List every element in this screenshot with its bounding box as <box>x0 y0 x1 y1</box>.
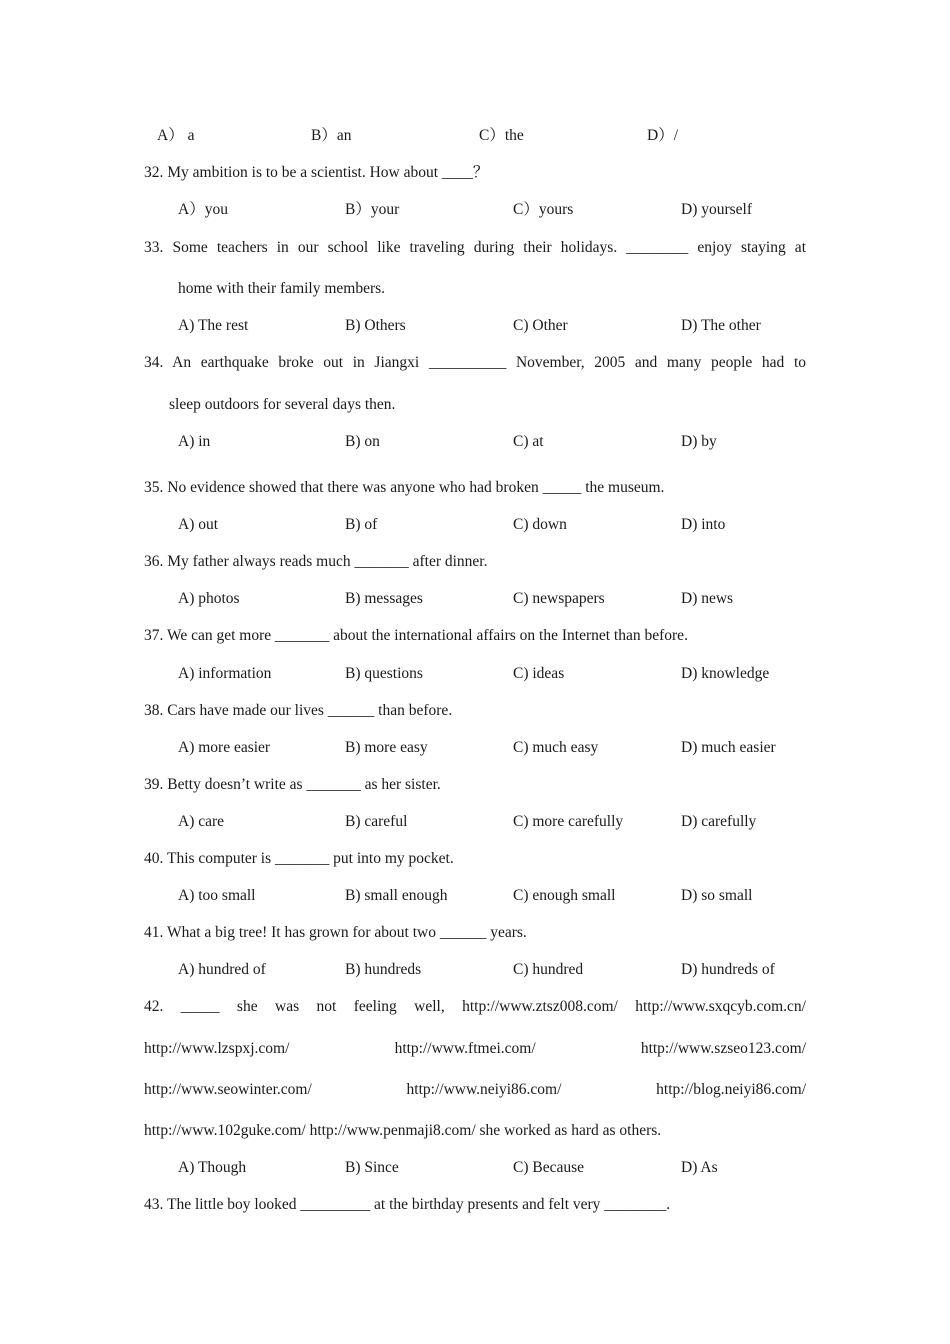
option-b: B) messages <box>345 590 423 607</box>
question-37-text: 37. We can get more _______ about the international affairs on the Internet than before. <box>144 627 688 644</box>
option-a: A) care <box>178 813 225 830</box>
question-42-text: 42. _____ she was not feeling well, http://www.ztsz008.com/ http://www.sxqcyb.com.cn/ <box>144 998 806 1015</box>
option-c: C）yours <box>513 201 574 218</box>
question-43-text: 43. The little boy looked _________ at the birthday presents and felt very ________. <box>144 1196 671 1213</box>
option-b: B) small enough <box>345 887 448 904</box>
option-c: C) much easy <box>513 739 599 756</box>
option-d: D) knowledge <box>681 665 770 682</box>
question-41-text: 41. What a big tree! It has grown for about two ______ years. <box>144 924 527 941</box>
question-34-text-cont: sleep outdoors for several days then. <box>169 396 396 413</box>
question-38-text: 38. Cars have made our lives ______ than before. <box>144 702 453 719</box>
question-36-options <box>0 588 950 610</box>
option-b: B) questions <box>345 665 423 682</box>
question-37-options <box>0 663 950 685</box>
option-c: C) enough small <box>513 887 616 904</box>
question-40-text: 40. This computer is _______ put into my pocket. <box>144 850 454 867</box>
option-b: B) Since <box>345 1159 399 1176</box>
option-d: D) by <box>681 433 717 450</box>
option-a: A) too small <box>178 887 256 904</box>
option-b: B) hundreds <box>345 961 422 978</box>
option-a: A) more easier <box>178 739 271 756</box>
question-33-options <box>0 315 950 337</box>
option-d: D) hundreds of <box>681 961 775 978</box>
question-42-text-cont-1: http://www.lzspxj.com/ http://www.ftmei.com/ http://www.szseo123.com/ <box>144 1040 806 1057</box>
question-33-text-cont: home with their family members. <box>178 280 386 297</box>
option-a: A) Though <box>178 1159 247 1176</box>
question-42-text-cont-2: http://www.seowinter.com/ http://www.neiyi86.com/ http://blog.neiyi86.com/ <box>144 1081 806 1098</box>
option-d: D）/ <box>647 127 679 144</box>
option-a: A) hundred of <box>178 961 266 978</box>
option-d: D) into <box>681 516 726 533</box>
question-32-text: 32. My ambition is to be a scientist. How about ____？ <box>144 164 489 181</box>
option-d: D) yourself <box>681 201 753 218</box>
question-35-options <box>0 514 950 536</box>
option-a: A) out <box>178 516 219 533</box>
question-32-options <box>0 199 950 221</box>
question-39-options <box>0 811 950 833</box>
option-c: C) newspapers <box>513 590 605 607</box>
option-b: B）your <box>345 201 400 218</box>
option-b: B) more easy <box>345 739 428 756</box>
option-c: C) down <box>513 516 567 533</box>
option-d: D) news <box>681 590 734 607</box>
question-35-text: 35. No evidence showed that there was anyone who had broken _____ the museum. <box>144 479 665 496</box>
option-b: B) of <box>345 516 378 533</box>
option-d: D) As <box>681 1159 718 1176</box>
question-36-text: 36. My father always reads much _______ after dinner. <box>144 553 488 570</box>
question-34-options <box>0 431 950 453</box>
question-38-options <box>0 737 950 759</box>
question-40-options <box>0 885 950 907</box>
option-c: C) more carefully <box>513 813 624 830</box>
option-c: C) Because <box>513 1159 585 1176</box>
option-d: D) so small <box>681 887 753 904</box>
option-b: B）an <box>311 127 352 144</box>
option-a: A）you <box>178 201 228 218</box>
question-31-options <box>0 125 950 147</box>
option-a: A） a <box>157 127 195 144</box>
option-b: B) careful <box>345 813 408 830</box>
question-42-options <box>0 1157 950 1179</box>
question-39-text: 39. Betty doesn’t write as _______ as her sister. <box>144 776 441 793</box>
question-42-text-cont-3: http://www.102guke.com/ http://www.penmaji8.com/ she worked as hard as others. <box>144 1122 662 1139</box>
option-c: C) ideas <box>513 665 565 682</box>
option-b: B) Others <box>345 317 406 334</box>
question-34-text: 34. An earthquake broke out in Jiangxi __________ November, 2005 and many people had to <box>144 354 806 371</box>
option-a: A) information <box>178 665 272 682</box>
option-d: D) The other <box>681 317 761 334</box>
option-c: C）the <box>479 127 524 144</box>
question-41-options <box>0 959 950 981</box>
option-d: D) carefully <box>681 813 757 830</box>
option-c: C) at <box>513 433 544 450</box>
option-c: C) hundred <box>513 961 584 978</box>
option-a: A) photos <box>178 590 240 607</box>
option-d: D) much easier <box>681 739 776 756</box>
option-a: A) The rest <box>178 317 249 334</box>
option-b: B) on <box>345 433 380 450</box>
option-c: C) Other <box>513 317 568 334</box>
option-a: A) in <box>178 433 211 450</box>
question-33-text: 33. Some teachers in our school like traveling during their holidays. ________ enjoy staying at <box>144 239 806 256</box>
